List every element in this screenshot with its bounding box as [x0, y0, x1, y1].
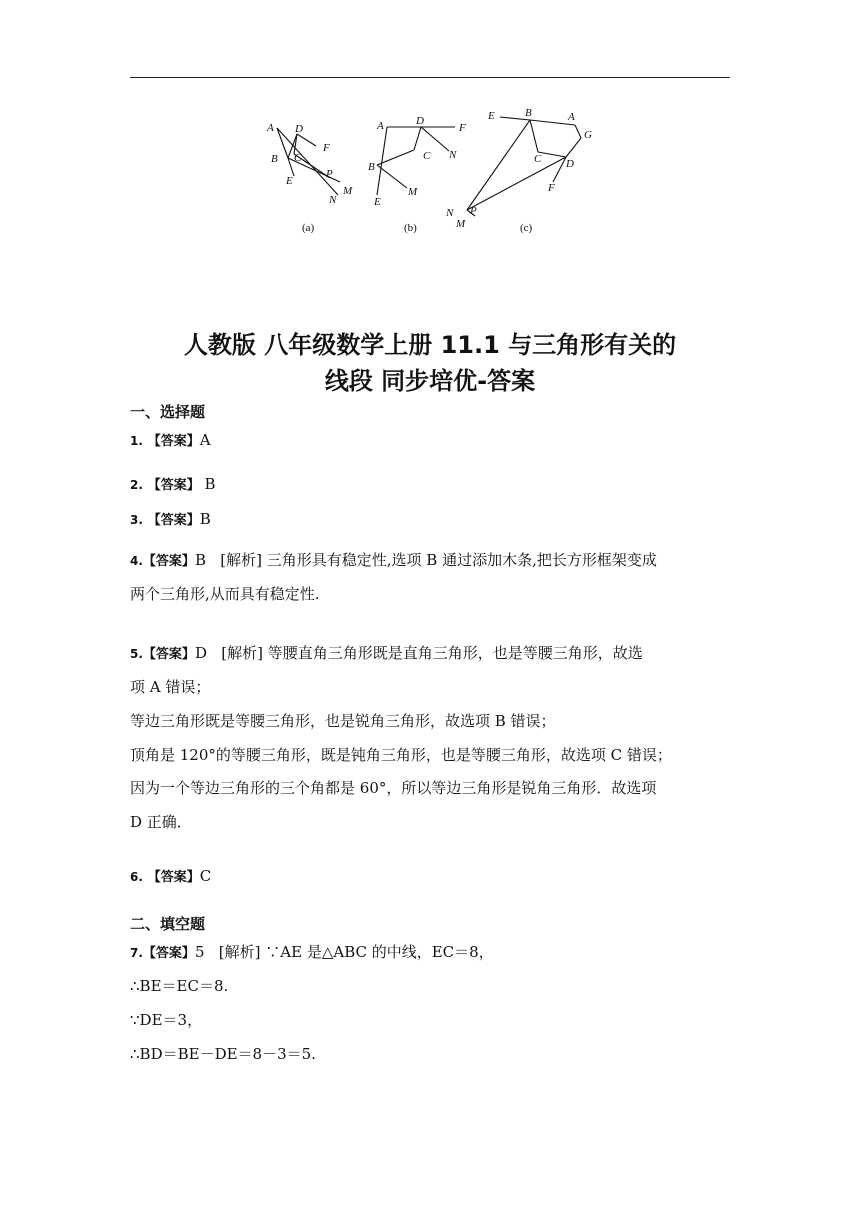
label-c-P: P: [470, 205, 477, 217]
question-number: 2.: [130, 478, 143, 492]
answer-tag: 【答案】: [142, 554, 195, 569]
label-b-A: A: [377, 120, 384, 132]
explanation-q5-line4: 顶角是 120°的等腰三角形，既是钝角三角形，也是等腰三角形，故选项 C 错误；: [130, 746, 672, 764]
question-number: 5.: [130, 647, 143, 661]
explanation-q7-line2: ∴BE＝EC＝8.: [130, 977, 229, 995]
page-title-line2: 线段 同步培优-答案: [324, 367, 536, 395]
question-number: 1.: [130, 434, 143, 448]
label-a-B: B: [271, 153, 278, 165]
label-b-F: F: [459, 122, 466, 134]
answer-q3: [130, 509, 730, 531]
label-b-E: E: [374, 196, 381, 208]
label-b-N: N: [449, 149, 457, 161]
label-b-M: M: [408, 186, 418, 198]
label-b-C: C: [423, 150, 431, 162]
label-c-N: N: [446, 207, 454, 219]
explanation-q5-line5: 因为一个等边三角形的三个角都是 60°，所以等边三角形是锐角三角形．故选项: [130, 779, 657, 797]
answer-value: B: [194, 551, 206, 569]
answer-q4: [130, 550, 730, 572]
label-a-D: D: [295, 123, 303, 135]
page-title-line1: 人教版 八年级数学上册 11.1 与三角形有关的: [183, 331, 677, 359]
explanation-line: [解析] ∵AE 是△ABC 的中线，EC＝8，: [218, 943, 494, 961]
answer-tag: 【答案】: [142, 647, 195, 662]
question-number: 7.: [130, 946, 143, 960]
answer-tag: 【答案】: [147, 513, 200, 528]
geometry-figures: [250, 100, 610, 240]
question-number: 4.: [130, 554, 143, 568]
label-b-D: D: [416, 115, 424, 127]
label-a-P: P: [326, 168, 333, 180]
explanation-q4-line2: 两个三角形,从而具有稳定性.: [130, 585, 320, 603]
label-a-E: E: [286, 175, 293, 187]
answer-value: 5: [194, 943, 205, 961]
explanation-line: [解析] 等腰直角三角形既是直角三角形，也是等腰三角形，故选: [221, 644, 643, 662]
header-rule: [130, 77, 730, 78]
answer-value: C: [199, 867, 212, 885]
label-a-C: C: [294, 152, 302, 164]
answer-value: B: [199, 475, 216, 493]
question-number: 3.: [130, 513, 143, 527]
answer-q7: [130, 942, 730, 964]
label-c-M: M: [456, 218, 466, 230]
caption-b: (b): [404, 222, 417, 234]
explanation-line: [解析] 三角形具有稳定性,选项 B 通过添加木条,把长方形框架变成: [220, 551, 657, 569]
label-c-A: A: [568, 111, 575, 123]
label-a-F: F: [323, 142, 330, 154]
figures-svg: [250, 100, 610, 240]
label-c-E: E: [488, 110, 495, 122]
label-c-B: B: [525, 107, 532, 119]
label-c-D: D: [566, 158, 574, 170]
answer-q2: [130, 474, 730, 496]
answer-q1: [130, 430, 730, 452]
answer-value: B: [199, 510, 211, 528]
explanation-q5-line2: 项 A 错误；: [130, 678, 211, 696]
label-b-B: B: [368, 161, 375, 173]
label-c-C: C: [534, 153, 542, 165]
caption-a: (a): [302, 222, 315, 234]
label-a-A: A: [267, 122, 274, 134]
answer-tag: 【答案】: [147, 434, 200, 449]
label-c-F: F: [548, 182, 555, 194]
answer-tag: 【答案】: [147, 870, 200, 885]
label-a-M: M: [343, 185, 353, 197]
caption-c: (c): [520, 222, 533, 234]
answer-q6: [130, 866, 730, 888]
explanation-q5-line6: D 正确．: [130, 813, 192, 831]
explanation-q5-line3: 等边三角形既是等腰三角形，也是锐角三角形，故选项 B 错误；: [130, 712, 556, 730]
explanation-q7-line3: ∵DE＝3，: [130, 1011, 203, 1029]
question-number: 6.: [130, 870, 143, 884]
answer-tag: 【答案】: [142, 946, 195, 961]
section-heading-choice: 一、选择题: [130, 403, 206, 421]
answer-value: D: [194, 644, 207, 662]
explanation-q7-line4: ∴BD＝BE－DE＝8－3＝5.: [130, 1045, 316, 1063]
answer-q5: [130, 643, 730, 665]
label-c-G: G: [584, 129, 592, 141]
section-heading-fill: 二、填空题: [130, 915, 206, 933]
answer-value: A: [199, 431, 211, 449]
answer-tag: 【答案】: [147, 478, 200, 493]
label-a-N: N: [329, 194, 337, 206]
